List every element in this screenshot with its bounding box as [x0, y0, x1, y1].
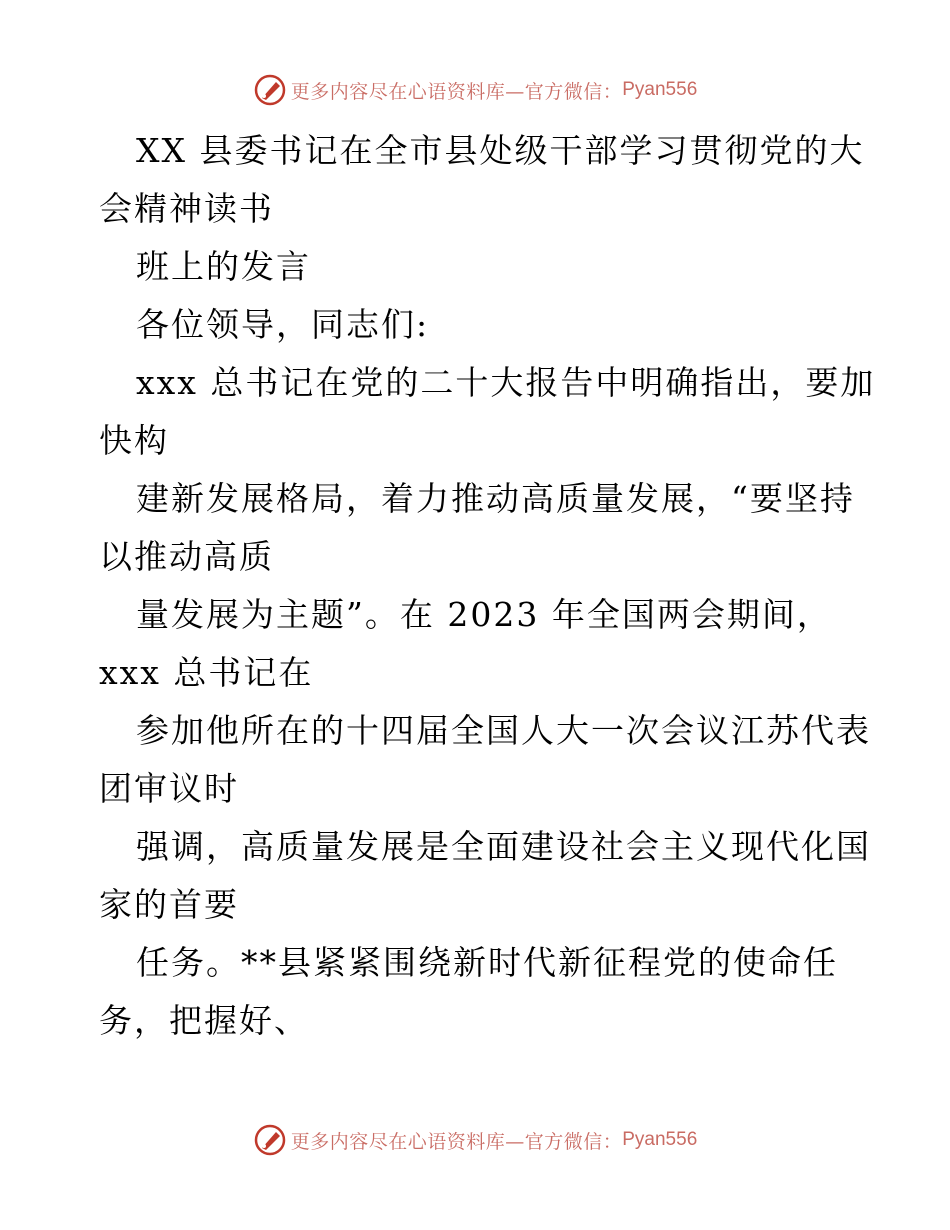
text-line: 参加他所在的十四届全国人大一次会议江苏代表	[136, 711, 871, 750]
text-line: xxx 总书记在	[99, 653, 314, 692]
text-line: 会精神读书	[99, 189, 274, 228]
text-line: 各位领导，同志们:	[136, 305, 430, 344]
document-body	[99, 122, 876, 1050]
watermark-text: 更多内容尽在心语资料库—官方微信：	[290, 1130, 623, 1153]
pen-logo-icon	[253, 1123, 287, 1157]
text-line: 任务。**县紧紧围绕新时代新征程党的使命任	[136, 943, 838, 982]
watermark-id: Pyan556	[622, 1129, 698, 1150]
text-line: 家的首要	[99, 885, 239, 924]
watermark-id: Pyan556	[622, 79, 698, 100]
text-line: 强调，高质量发展是全面建设社会主义现代化国	[136, 827, 871, 866]
text-line: 务，把握好、	[99, 1001, 309, 1040]
text-line: xxx 总书记在党的二十大报告中明确指出，要加	[136, 363, 876, 402]
text-line: 团审议时	[99, 769, 239, 808]
text-line: XX 县委书记在全市县处级干部学习贯彻党的大	[136, 131, 865, 170]
pen-logo-icon	[253, 73, 287, 107]
text-line: 快构	[99, 421, 169, 460]
text-line: 以推动高质	[99, 537, 274, 576]
watermark-header	[0, 70, 950, 110]
watermark-footer	[0, 1120, 950, 1160]
text-line: 班上的发言	[136, 247, 311, 286]
text-line: 量发展为主题”。在 2023 年全国两会期间，	[136, 595, 832, 634]
watermark-text: 更多内容尽在心语资料库—官方微信：	[290, 80, 623, 103]
text-line: 建新发展格局，着力推动高质量发展，“要坚持	[136, 479, 855, 518]
